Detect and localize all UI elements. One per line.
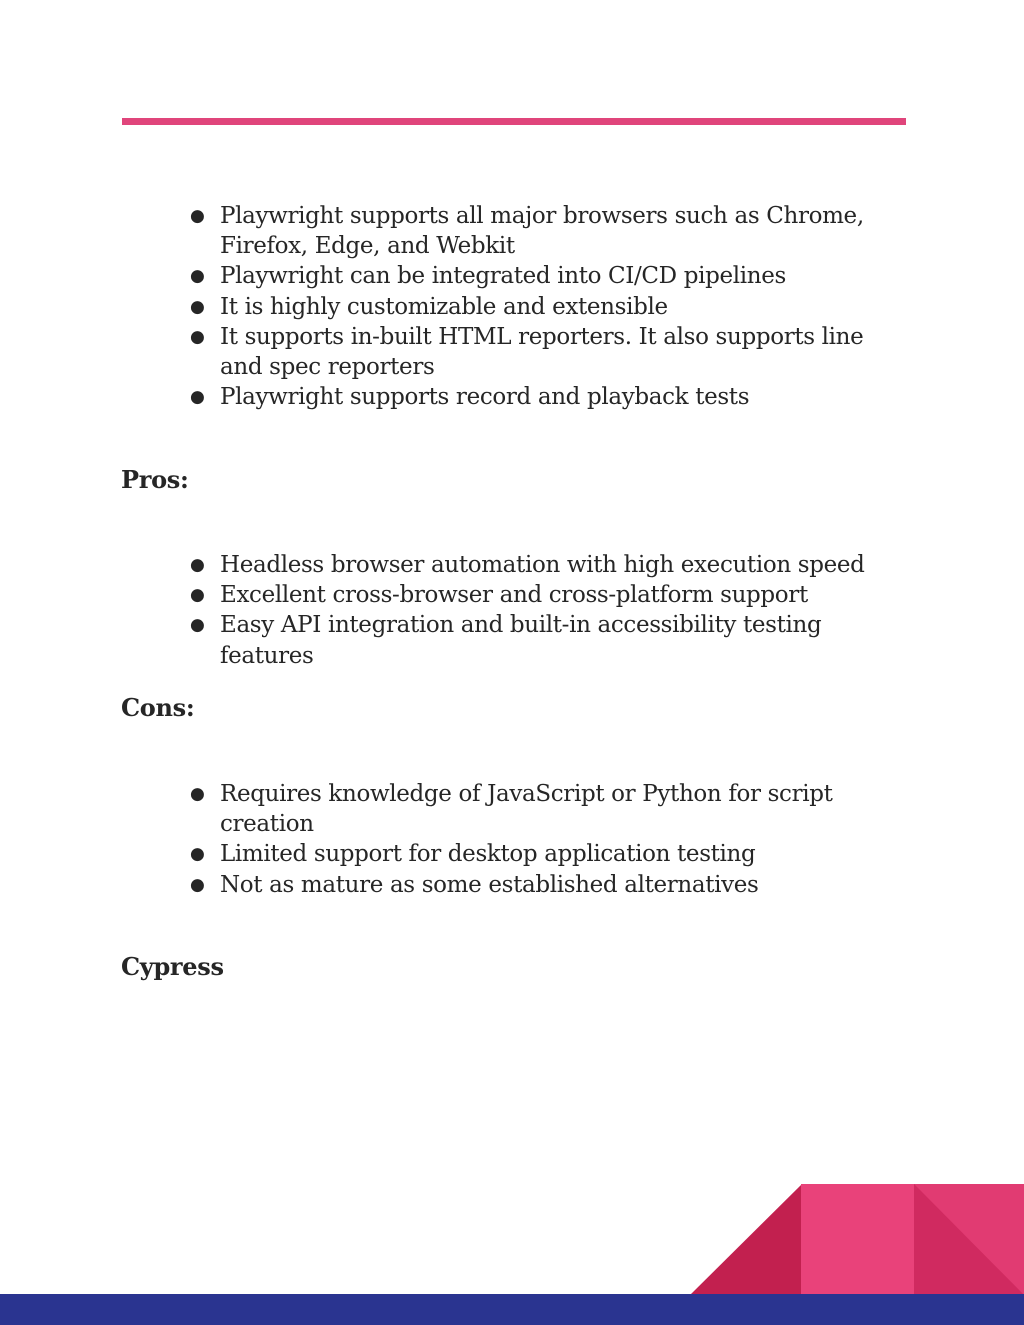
cypress-heading: Cypress bbox=[121, 952, 224, 981]
footer-bar bbox=[0, 1294, 1024, 1325]
list-item: ● Requires knowledge of JavaScript or Python for script creation bbox=[190, 779, 910, 839]
list-item: ● It supports in-built HTML reporters. It also supports line and spec reporters bbox=[190, 322, 910, 382]
top-accent-rule bbox=[122, 118, 906, 125]
cons-list bbox=[190, 779, 910, 900]
list-item: ● Headless browser automation with high execution speed bbox=[190, 550, 910, 580]
list-item: ● Limited support for desktop application testing bbox=[190, 839, 910, 869]
features-list bbox=[190, 201, 910, 412]
list-item: ● It is highly customizable and extensible bbox=[190, 292, 910, 322]
list-item: ● Playwright supports all major browsers such as Chrome, Firefox, Edge, and Webkit bbox=[190, 201, 910, 261]
pros-list bbox=[190, 550, 910, 671]
list-item: ● Not as mature as some established alternatives bbox=[190, 870, 910, 900]
list-item: ● Excellent cross-browser and cross-platform support bbox=[190, 580, 910, 610]
cons-heading: Cons: bbox=[121, 693, 195, 722]
corner-decoration bbox=[690, 1184, 1024, 1295]
list-item: ● Playwright can be integrated into CI/CD pipelines bbox=[190, 261, 910, 291]
list-item: ● Easy API integration and built-in accessibility testing features bbox=[190, 610, 910, 670]
pros-heading: Pros: bbox=[121, 465, 189, 494]
list-item: ● Playwright supports record and playback tests bbox=[190, 382, 910, 412]
